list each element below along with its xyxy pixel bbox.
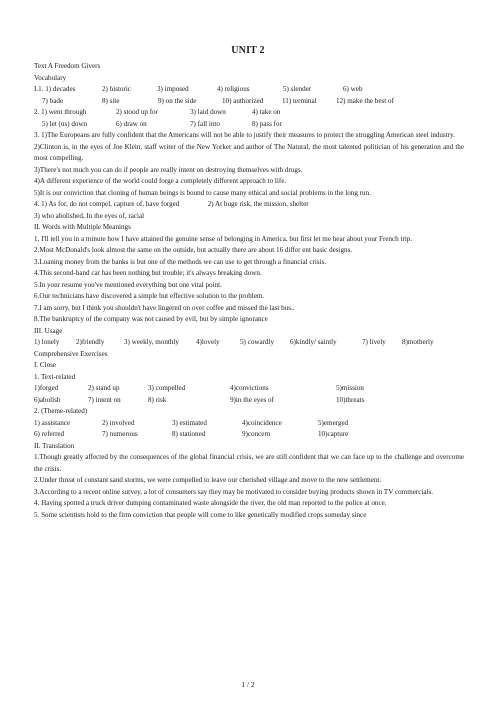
answer-item: 10)capture	[318, 430, 349, 438]
answer-item: 6)kindly/ saintly	[290, 338, 337, 346]
section-heading: I. Close	[34, 361, 57, 369]
answer-item: 7) intent on	[88, 395, 121, 404]
answer-item: 3) estimated	[172, 418, 207, 427]
answer-item: 8) site	[102, 96, 120, 105]
answer-row	[34, 383, 464, 395]
answer-paragraph: 2)Clinton is, in the eyes of Joe Klein, staff writer of the New Yorker and author of The Natural, the most talented politician of his generation and the most compelling.	[34, 142, 464, 162]
answer-item: 1) lonely	[34, 338, 60, 346]
answer-row	[34, 337, 464, 349]
answer-line: 3)There's not much you can do if people are really intent on destroying themselves with drugs.	[34, 165, 303, 174]
answer-item: 1) assistance	[34, 418, 71, 427]
section-heading: Vocabulary	[34, 73, 67, 82]
answer-line: 3.Loaning money from the banks is but one of the methods we can use to get through a financial crisis.	[34, 257, 327, 266]
answer-paragraph: 3.According to a recent online survey, a lot of consumers say they may be motivated to consider buying products shown in TV commercials.	[34, 487, 433, 496]
answer-item: I.1. 1) decades	[34, 85, 76, 93]
answer-line: 2.Most McDonald's look almost the same on the outside, but actually there are about 16 differ ent basic designs.	[34, 246, 353, 254]
answer-paragraph: 1. I'll tell you in a minute how I have attained the genuine sense of belonging in America, but first let me hear about your French trip.	[34, 234, 413, 243]
answer-item: 5) let (us) down	[42, 119, 88, 128]
answer-paragraph: 3. 1)The Europeans are fully confident that the Americans will not be able to justify their measures to protect the struggling American steel industry.	[34, 131, 455, 139]
answer-line: 3) who abolished, In the eyes of, racial	[34, 211, 145, 220]
section-heading: Comprehensive Exercises	[34, 349, 108, 358]
answer-item: 2) stood up for	[116, 108, 158, 116]
answer-paragraph: 1.Though greatly affected by the consequences of the global financial crisis, we are still confident that we can face up to the challenge and overcome the crisis.	[34, 453, 464, 473]
answer-line: 5)It is our conviction that cloning of human beings is bound to cause many ethical and social problems in the long run.	[34, 188, 371, 197]
answer-line: 4)A different experience of the world could forge a completely different approach to life.	[34, 177, 287, 185]
answer-item: 7) fall into	[190, 119, 220, 128]
answer-item: 8) risk	[148, 395, 167, 404]
section-heading: III. Usage	[34, 326, 63, 335]
answer-item: 2. 1) went through	[34, 108, 87, 116]
answer-item: 5) slender	[283, 85, 312, 93]
answer-item: 7) numerous	[102, 430, 138, 438]
section-heading: II. Words with Multiple Meanings	[34, 223, 131, 231]
answer-item: 10) authorized	[222, 96, 264, 105]
answer-line: 4. 1) As for, do not compel, capture of, have forged 2) At huge risk, the mission, shelter	[34, 200, 309, 208]
answer-item: 4) religious	[217, 85, 250, 93]
answer-row	[34, 84, 464, 96]
answer-item: 11) terminal	[282, 96, 317, 105]
answer-row	[34, 107, 464, 119]
answer-item: 6)abolish	[34, 395, 61, 404]
answer-paragraph: 2.Under threat of constant sand storms, we were compelled to leave our cherished village and move to the new settlement.	[34, 476, 382, 484]
answer-line: 4.This second-hand car has been nothing but trouble; it's always breaking down.	[34, 269, 262, 277]
answer-item: 3) imposed	[157, 85, 189, 93]
answer-paragraph: 4. Having spotted a truck driver dumping contaminated waste alongside the river, the old man reported to the police at once.	[34, 499, 387, 507]
page-title: UNIT 2	[231, 45, 265, 56]
answer-item: 3) laid down	[190, 108, 226, 116]
answer-item: 4) take on	[252, 108, 281, 116]
subsection-heading: 1. Text-related	[34, 372, 76, 381]
answer-line: 7.I am sorry, but I think you shouldn't have lingered on over coffee and missed the last bus..	[34, 303, 295, 312]
answer-item: 3) weekly, monthly	[124, 338, 179, 346]
answer-item: 5)mission	[336, 384, 364, 392]
answer-item: 7) lively	[362, 338, 386, 346]
answer-line: 8.The bankruptcy of the company was not caused by evil, but by simple ignorance	[34, 315, 268, 323]
answer-item: 2) stand up	[88, 384, 120, 392]
text-heading: Text A Freedom Givers	[34, 62, 101, 70]
answer-item: 6) referred	[34, 430, 65, 438]
answer-item: 9)concern	[242, 430, 271, 438]
subsection-heading: 2. (Theme-related)	[34, 407, 88, 415]
answer-item: 2) involved	[102, 418, 135, 427]
answer-item: 10)threats	[336, 395, 365, 404]
answer-item: 9)in the eyes of	[230, 395, 274, 404]
page-number: 1 / 2	[241, 680, 255, 689]
answer-item: 5)emerged	[318, 418, 349, 427]
section-heading: II. Translation	[34, 441, 75, 450]
answer-item: 8) stationed	[172, 430, 206, 438]
answer-item: 6) web	[343, 85, 363, 93]
answer-item: 4)coincidence	[242, 418, 282, 427]
answer-item: 1)forged	[34, 384, 59, 392]
answer-row	[34, 395, 464, 407]
answer-item: 4)lovely	[196, 338, 220, 346]
answer-row	[34, 96, 464, 108]
answer-item: 2)friendly	[76, 338, 105, 346]
answer-item: 2) historic	[102, 85, 131, 93]
answer-item: 8) pass for	[252, 119, 282, 128]
answer-item: 8)motherly	[402, 338, 434, 346]
answer-row	[34, 418, 464, 430]
answer-item: 9) on the side	[158, 96, 197, 105]
answer-item: 7) bade	[42, 96, 64, 105]
answer-line: 5.In your resume you've mentioned everything but one vital point.	[34, 280, 222, 289]
answer-line: 5. Some scientists hold to the firm conviction that people will come to like genetically modified crops someday since	[34, 510, 367, 519]
answer-item: 3) compelled	[148, 384, 186, 392]
answer-item: 4)convictions	[230, 384, 269, 392]
answer-line: 6.Our technicians have discovered a simple but effective solution to the problem.	[34, 292, 265, 300]
answer-item: 5) cowardly	[240, 338, 275, 346]
document-body	[34, 61, 464, 521]
answer-item: 12) make the best of	[336, 96, 394, 105]
answer-item: 6) draw on	[116, 119, 147, 128]
answer-row	[34, 119, 464, 131]
answer-row	[34, 429, 464, 441]
